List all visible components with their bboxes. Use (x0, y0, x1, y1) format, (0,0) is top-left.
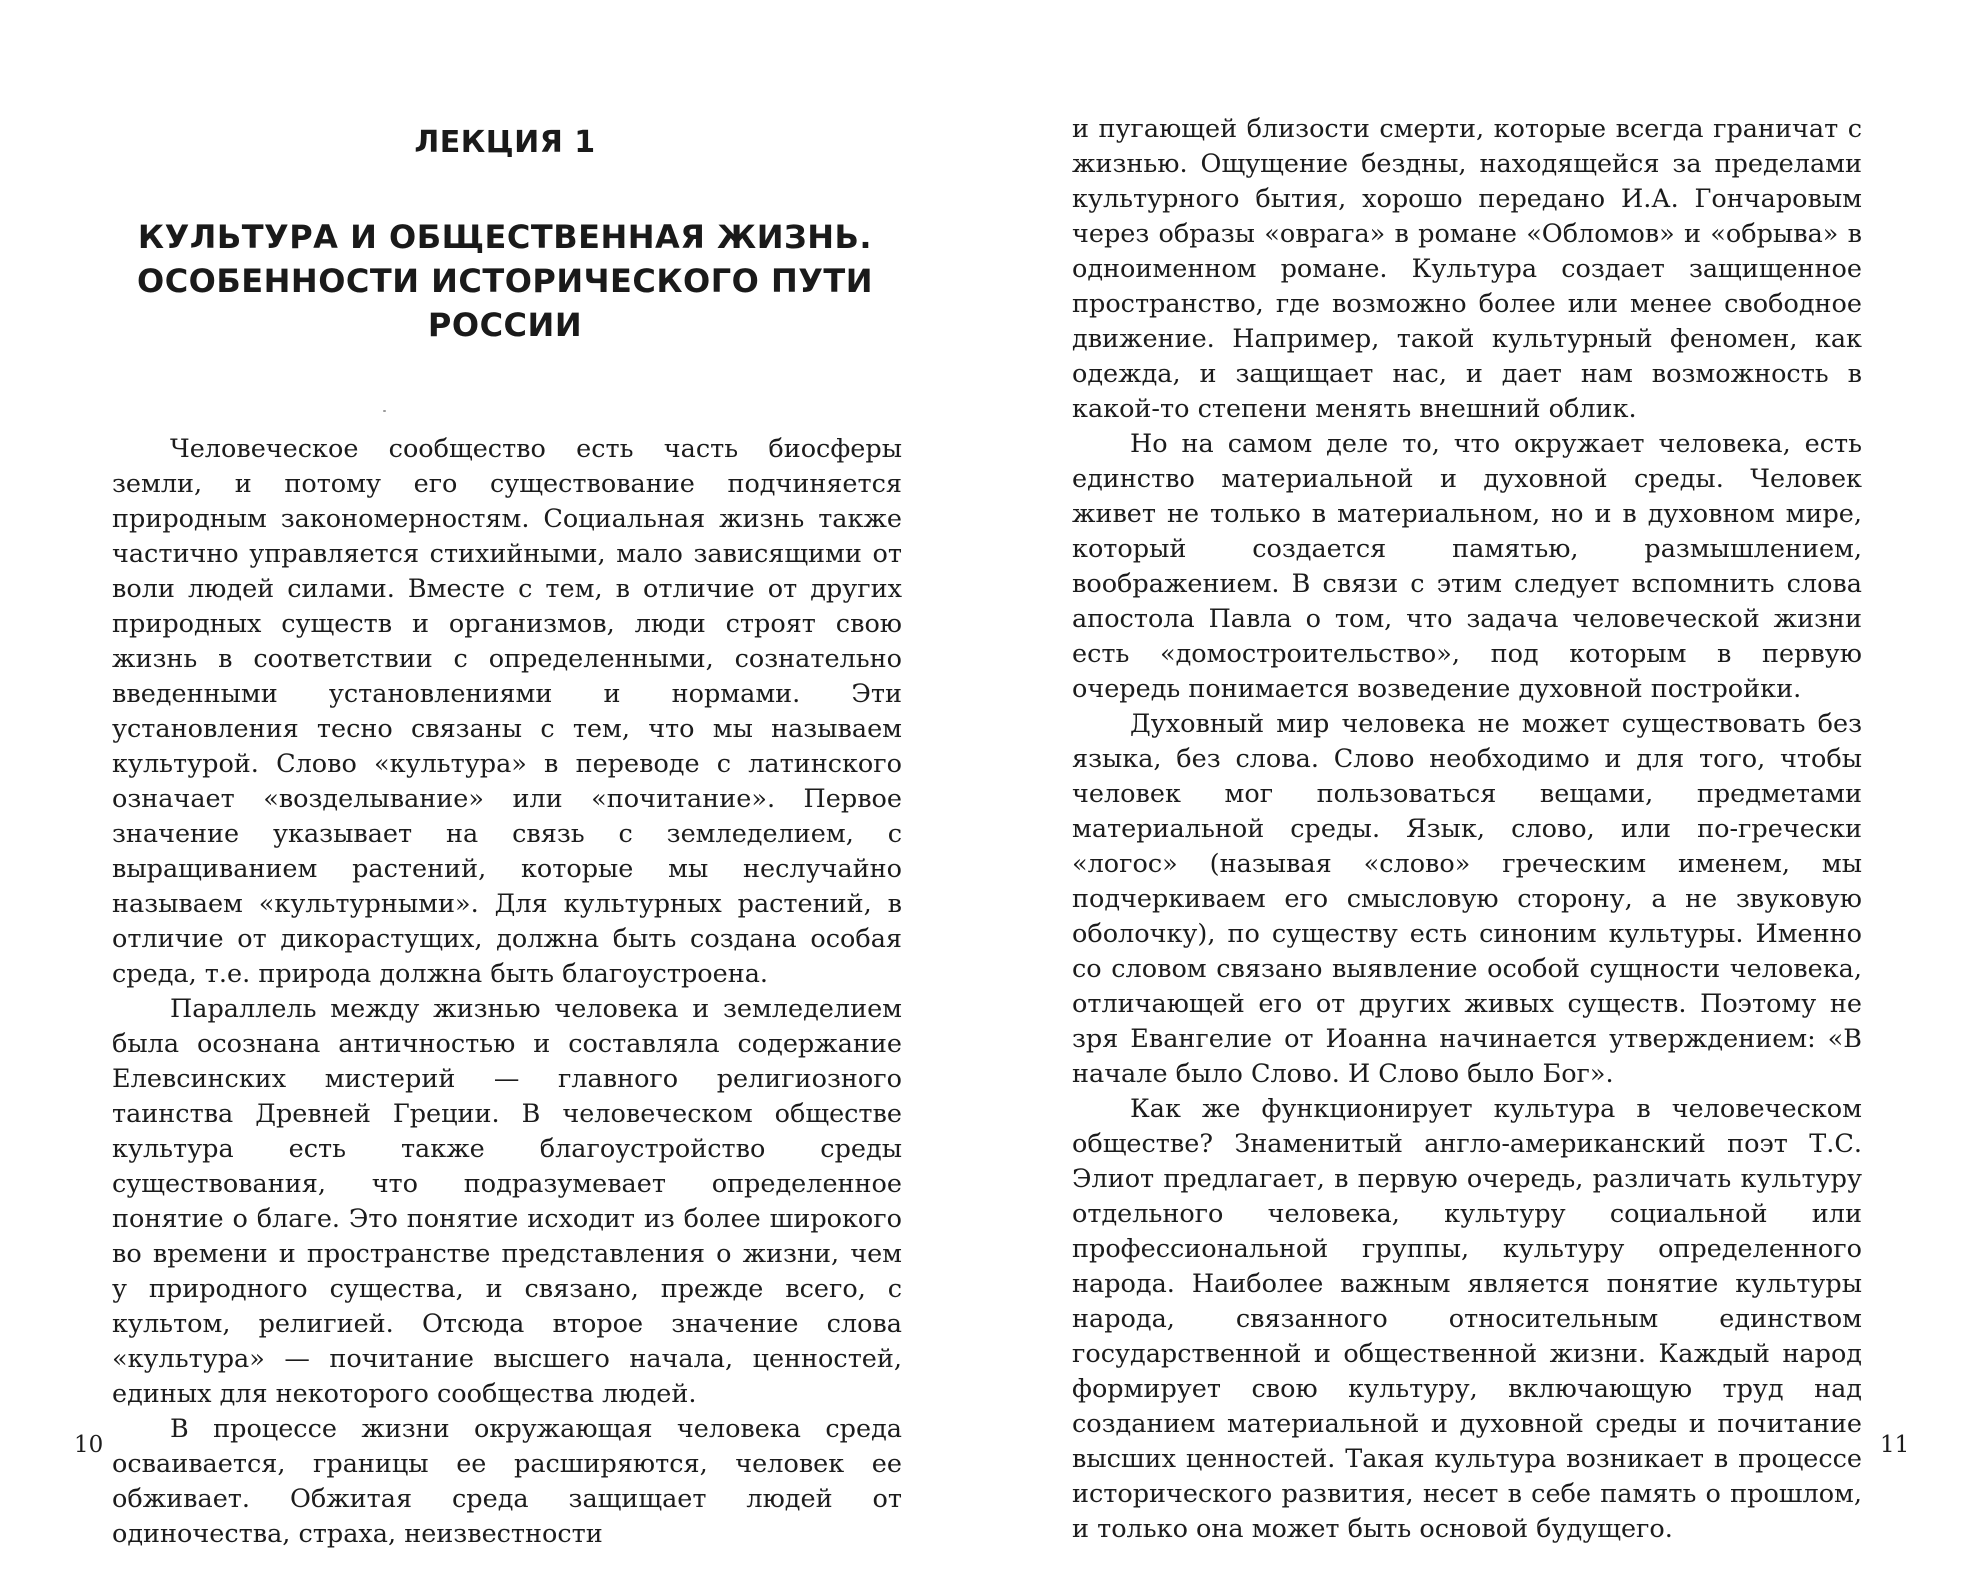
paragraph: Духовный мир человека не может существовать без языка, без слова. Слово необходимо и для того, чтобы человек мог пользоваться вещами, предметами материальной среды. Язык, слово, или по-гречески «логос» (называя «слово» греческим именем, мы подчеркиваем его смысловую сторону, а не звуковую оболочку), по существу есть синоним культуры. Именно со словом связано выявление особой сущности человека, отличающей его от других живых существ. Поэтому не зря Евангелие от Иоанна начинается утверждением: «В начале было Слово. И Слово было Бог». (1072, 709, 1862, 1089)
paragraph: В процессе жизни окружающая человека среда осваивается, границы ее расширяются, человек ее обживает. Обжитая среда защищает людей от одиночества, страха, неизвестности (112, 1414, 902, 1549)
right-body-text (1072, 112, 1862, 1544)
lecture-title (110, 215, 900, 347)
page-number-right: 11 (1880, 1432, 1910, 1458)
title-line: КУЛЬТУРА И ОБЩЕСТВЕННАЯ ЖИЗНЬ. (137, 218, 873, 256)
right-page (986, 0, 1972, 1577)
title-line: ОСОБЕННОСТИ ИСТОРИЧЕСКОГО ПУТИ (136, 262, 874, 300)
lecture-number: ЛЕКЦИЯ 1 (414, 125, 596, 160)
left-body-text (112, 432, 902, 1549)
paragraph: Но на самом деле то, что окружает человека, есть единство материальной и духовной среды. Человек живет не только в материальном, но и в духовном мире, который создается памятью, размышлением, воображением. В связи с этим следует вспомнить слова апостола Павла о том, что задача человеческой жизни есть «домостроительство», под которым в первую очередь понимается возведение духовной постройки. (1072, 429, 1862, 704)
page-number-left: 10 (74, 1432, 104, 1458)
paragraph-continuation: и пугающей близости смерти, которые всегда граничат с жизнью. Ощущение бездны, находящейся за пределами культурного бытия, хорошо передано И.А. Гончаровым через образы «оврага» в романе «Обломов» и «обрыва» в одноименном романе. Культура создает защищенное пространство, где возможно более или менее свободное движение. Например, такой культурный феномен, как одежда, и защищает нас, и дает нам возможность в какой-то степени менять внешний облик. (1072, 114, 1862, 424)
paragraph: Как же функционирует культура в человеческом обществе? Знаменитый англо-американский поэт Т.С. Элиот предлагает, в первую очередь, различать культуру отдельного человека, культуру социальной или профессиональной группы, культуру определенного народа. Наиболее важным является понятие культуры народа, связанного относительным единством государственной и общественной жизни. Каждый народ формирует свою культуру, включающую труд над созданием материальной и духовной среды и почитание высших ценностей. Такая культура возникает в процессе исторического развития, несет в себе память о прошлом, и только она может быть основой будущего. (1072, 1094, 1862, 1544)
paragraph: Человеческое сообщество есть часть биосферы земли, и потому его существование подчиняется природным закономерностям. Социальная жизнь также частично управляется стихийными, мало зависящими от воли людей силами. Вместе с тем, в отличие от других природных существ и организмов, люди строят свою жизнь в соответствии с определенными, сознательно введенными установлениями и нормами. Эти установления тесно связаны с тем, что мы называем культурой. Слово «культура» в переводе с латинского означает «возделывание» или «почитание». Первое значение указывает на связь с земледелием, с выращиванием растений, которые мы неслучайно называем «культурными». Для культурных растений, в отличие от дикорастущих, должна быть создана особая среда, т.е. природа должна быть благоустроена. (112, 434, 902, 989)
print-speck (383, 410, 386, 412)
title-line: РОССИИ (427, 306, 583, 344)
paragraph: Параллель между жизнью человека и земледелием была осознана античностью и составляла содержание Елевсинских мистерий — главного религиозного таинства Древней Греции. В человеческом обществе культура есть также благоустройство среды существования, что подразумевает определенное понятие о благе. Это понятие исходит из более широкого во времени и пространстве представления о жизни, чем у природного существа, и связано, прежде всего, с культом, религией. Отсюда второе значение слова «культура» — почитание высшего начала, ценностей, единых для некоторого сообщества людей. (112, 994, 902, 1409)
